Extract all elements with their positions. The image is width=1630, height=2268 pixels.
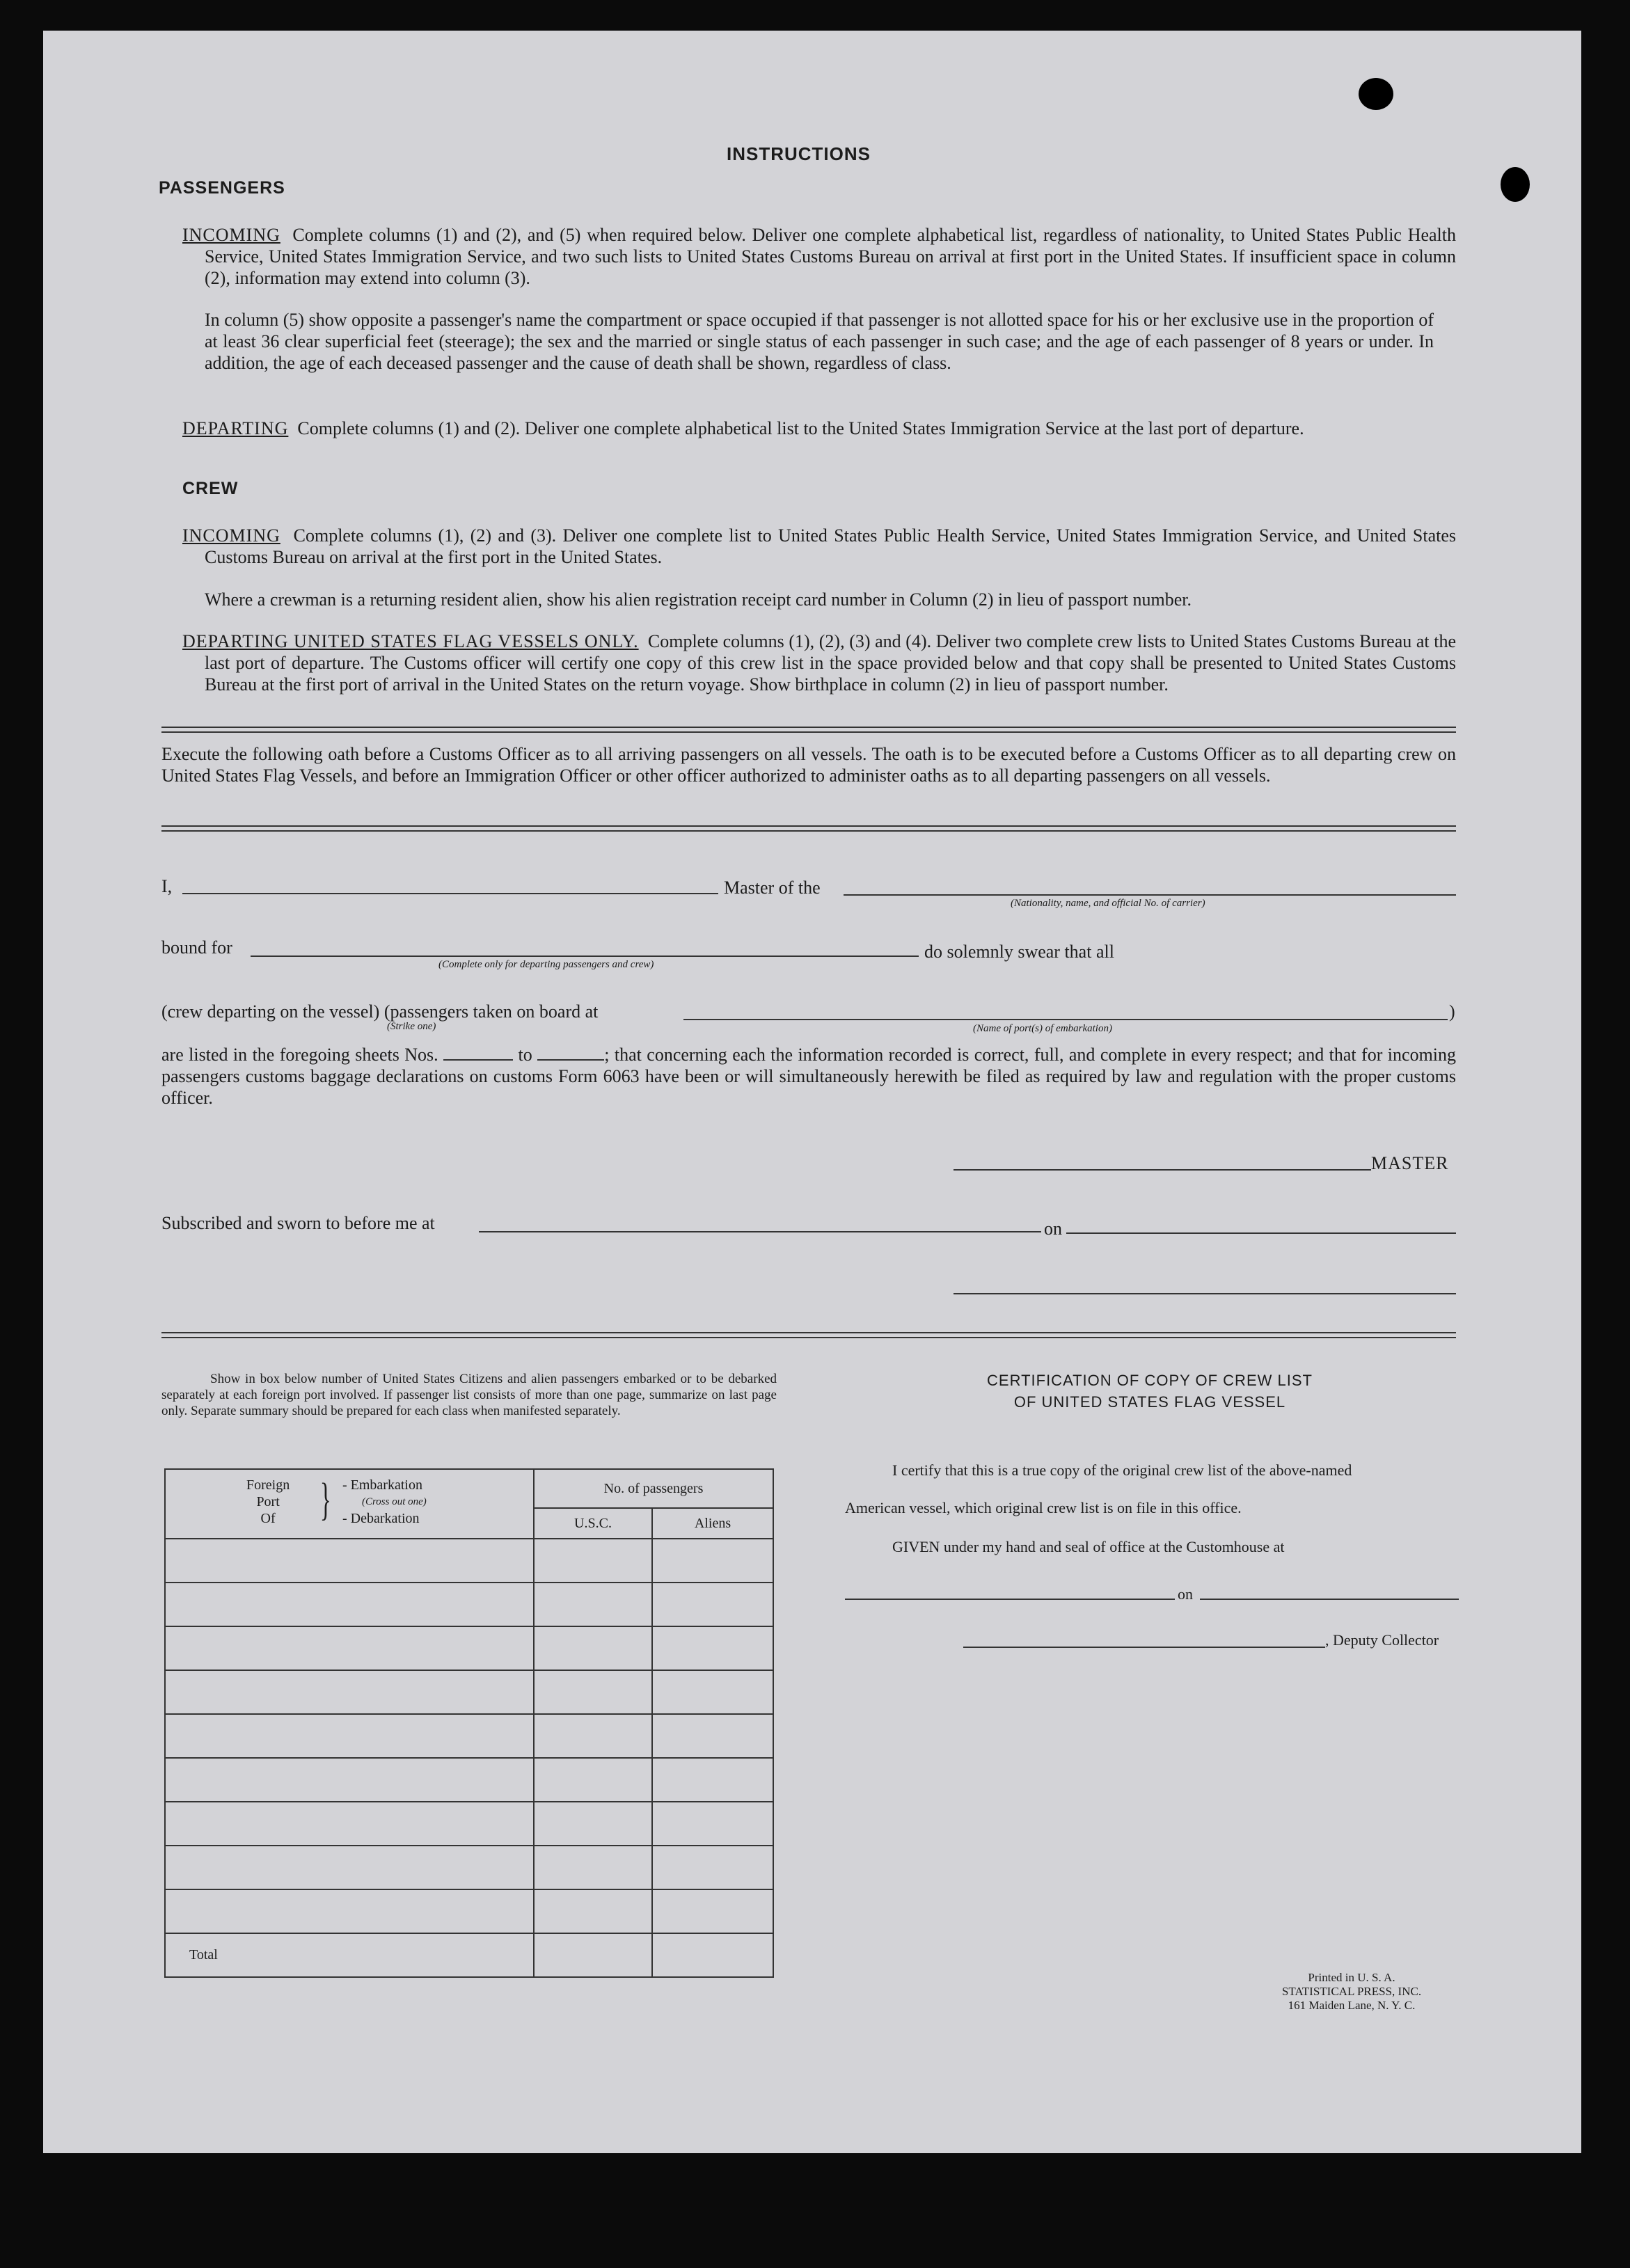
strike-one-caption: (Strike one) bbox=[387, 1021, 436, 1032]
port-cell[interactable] bbox=[165, 1714, 534, 1758]
bound-caption: (Complete only for departing passengers and crew) bbox=[438, 959, 654, 970]
cross-out-label: (Cross out one) bbox=[362, 1496, 427, 1507]
table-row bbox=[165, 1539, 773, 1583]
usc-cell[interactable] bbox=[534, 1802, 652, 1846]
no-of-passengers-header: No. of passengers bbox=[534, 1469, 773, 1508]
port-cell[interactable] bbox=[165, 1846, 534, 1889]
master-name-field[interactable] bbox=[182, 893, 718, 894]
certification-date-field[interactable] bbox=[1200, 1599, 1459, 1600]
bound-for-field[interactable] bbox=[251, 955, 919, 957]
passengers-incoming-text: Complete columns (1) and (2), and (5) when required below. Deliver one complete alphabetical list, regardless of nationality, to United States Public Health Service, United States Immigration Service, and two such lists to United States Customs Bureau on arrival at first port in the United States. If insufficient space in column (2), information may extend into column (3). bbox=[205, 225, 1457, 288]
divider-1 bbox=[161, 727, 1456, 733]
aliens-cell[interactable] bbox=[652, 1583, 773, 1626]
crew-departing-label: DEPARTING UNITED STATES FLAG VESSELS ONLY. bbox=[182, 631, 639, 651]
punch-hole-right bbox=[1501, 167, 1530, 202]
ports-field[interactable] bbox=[683, 1019, 1448, 1020]
aliens-cell[interactable] bbox=[652, 1846, 773, 1889]
aliens-cell[interactable] bbox=[652, 1758, 773, 1802]
passengers-incoming bbox=[182, 224, 1456, 289]
aliens-cell[interactable] bbox=[652, 1626, 773, 1670]
aliens-cell[interactable] bbox=[652, 1889, 773, 1933]
aliens-cell[interactable] bbox=[652, 1714, 773, 1758]
oath-master-of-the: Master of the bbox=[724, 878, 821, 898]
oath-intro-text: Execute the following oath before a Customs Officer as to all arriving passengers on all vessels. The oath is to be executed before a Customs Officer as to all departing crew on United States Flag Vessels, and before an Immigration Officer or other officer authorized to administer oaths as to all departing passengers on all vessels. bbox=[161, 744, 1456, 786]
crew-departing bbox=[182, 631, 1456, 695]
certification-line1: I certify that this is a true copy of the original crew list of the above-named bbox=[892, 1461, 1352, 1479]
usc-total-cell[interactable] bbox=[534, 1933, 652, 1977]
oath-swear: do solemnly swear that all bbox=[924, 942, 1114, 962]
crew-incoming-label: INCOMING bbox=[182, 525, 280, 546]
oath-crew-departing: (crew departing on the vessel) (passengers taken on board at bbox=[161, 1001, 599, 1022]
master-signature-field[interactable] bbox=[954, 1169, 1371, 1171]
correct-text: ; that concerning each the information recorded is correct, full, and complete in every respect; and that for incoming passengers customs baggage declarations on customs Form 6063 have been or will simultaneously herewith be filed as required by law and regulation with the proper customs officer. bbox=[161, 1045, 1457, 1108]
total-label: Total bbox=[165, 1933, 534, 1977]
port-cell[interactable] bbox=[165, 1583, 534, 1626]
passengers-departing bbox=[182, 418, 1456, 439]
crew-returning-text: Where a crewman is a returning resident alien, show his alien registration receipt card number in Column (2) in lieu of passport number. bbox=[205, 589, 1192, 610]
master-label: MASTER bbox=[1371, 1153, 1449, 1173]
page-title: INSTRUCTIONS bbox=[727, 143, 871, 164]
deputy-collector-label: , Deputy Collector bbox=[1325, 1631, 1439, 1649]
usc-cell[interactable] bbox=[534, 1846, 652, 1889]
brace-icon: } bbox=[319, 1474, 331, 1525]
certification-line2: American vessel, which original crew list is on file in this office. bbox=[845, 1499, 1242, 1516]
certification-title-line2: OF UNITED STATES FLAG VESSEL bbox=[1013, 1393, 1286, 1411]
of-label: Of bbox=[260, 1511, 276, 1526]
sheet-from-field[interactable] bbox=[443, 1045, 513, 1061]
usc-cell[interactable] bbox=[534, 1539, 652, 1583]
box-note bbox=[161, 1371, 777, 1419]
table-row bbox=[165, 1583, 773, 1626]
table-row bbox=[165, 1626, 773, 1670]
to-text: to bbox=[518, 1045, 532, 1065]
printer-line1: Printed in U. S. A. bbox=[1308, 1971, 1395, 1984]
deputy-signature-field[interactable] bbox=[963, 1647, 1325, 1648]
box-note-text: Show in box below number of United States Citizens and alien passengers embarked or to be debarked separately at each foreign port involved. If passenger list consists of more than one page, summarize on last page only. Separate summary should be prepared for each class when manifested separately. bbox=[161, 1372, 777, 1418]
divider-3 bbox=[161, 1332, 1456, 1338]
crew-departing-text: Complete columns (1), (2), (3) and (4). Deliver two complete crew lists to United States Customs Bureau at the last port of departure. The Customs officer will certify one copy of this crew list in the space provided below and that copy shall be presented to United States Customs Bureau at the first port of arrival in the United States on the return voyage. Show birthplace in column (2) in lieu of passport number. bbox=[205, 631, 1457, 695]
passengers-departing-label: DEPARTING bbox=[182, 418, 289, 438]
customhouse-field[interactable] bbox=[845, 1599, 1175, 1600]
oath-i: I, bbox=[161, 876, 173, 896]
aliens-cell[interactable] bbox=[652, 1670, 773, 1714]
embarkation-label: - Embarkation bbox=[342, 1477, 422, 1493]
passengers-heading: PASSENGERS bbox=[159, 178, 285, 198]
port-header-cell bbox=[165, 1469, 534, 1539]
carrier-caption: (Nationality, name, and official No. of carrier) bbox=[1011, 898, 1205, 909]
table-row bbox=[165, 1670, 773, 1714]
port-cell[interactable] bbox=[165, 1889, 534, 1933]
passengers-incoming-label: INCOMING bbox=[182, 225, 280, 245]
table-row bbox=[165, 1758, 773, 1802]
ports-caption: (Name of port(s) of embarkation) bbox=[973, 1023, 1112, 1034]
crew-heading: CREW bbox=[182, 479, 239, 498]
subscribed-text: Subscribed and sworn to before me at bbox=[161, 1213, 435, 1233]
subscribed-date-field[interactable] bbox=[1066, 1232, 1456, 1234]
passengers-departing-text: Complete columns (1) and (2). Deliver one complete alphabetical list to the United States Immigration Service at the last port of departure. bbox=[297, 418, 1304, 438]
close-paren: ) bbox=[1449, 1001, 1455, 1022]
total-row bbox=[165, 1933, 773, 1977]
carrier-field[interactable] bbox=[844, 894, 1456, 896]
passengers-column5 bbox=[205, 309, 1434, 374]
printer-line2: STATISTICAL PRESS, INC. bbox=[1281, 1985, 1422, 1998]
foreign-label: Foreign bbox=[246, 1477, 290, 1493]
aliens-cell[interactable] bbox=[652, 1802, 773, 1846]
port-label: Port bbox=[256, 1494, 280, 1509]
aliens-cell[interactable] bbox=[652, 1539, 773, 1583]
port-cell[interactable] bbox=[165, 1802, 534, 1846]
listed-in-text: are listed in the foregoing sheets Nos. bbox=[161, 1045, 438, 1065]
aliens-header: Aliens bbox=[652, 1508, 773, 1539]
port-cell[interactable] bbox=[165, 1626, 534, 1670]
usc-cell[interactable] bbox=[534, 1714, 652, 1758]
ports-table bbox=[164, 1468, 774, 1978]
divider-2 bbox=[161, 825, 1456, 832]
printer-imprint bbox=[1247, 1971, 1456, 2013]
table-row bbox=[165, 1802, 773, 1846]
subscribed-on: on bbox=[1044, 1219, 1062, 1239]
port-cell[interactable] bbox=[165, 1539, 534, 1583]
table-row bbox=[165, 1846, 773, 1889]
usc-cell[interactable] bbox=[534, 1758, 652, 1802]
table-row bbox=[165, 1889, 773, 1933]
aliens-total-cell[interactable] bbox=[652, 1933, 773, 1977]
port-cell[interactable] bbox=[165, 1670, 534, 1714]
punch-hole-top bbox=[1359, 78, 1393, 110]
crew-incoming bbox=[182, 525, 1456, 568]
table-row bbox=[165, 1714, 773, 1758]
officer-signature-field[interactable] bbox=[954, 1293, 1456, 1294]
usc-cell[interactable] bbox=[534, 1670, 652, 1714]
crew-returning bbox=[205, 589, 1434, 610]
crew-incoming-text: Complete columns (1), (2) and (3). Deliver one complete list to United States Public Health Service, United States Immigration Service, and United States Customs Bureau on arrival at the first port in the United States. bbox=[205, 525, 1456, 567]
sheet-to-field[interactable] bbox=[537, 1045, 604, 1061]
printer-line3: 161 Maiden Lane, N. Y. C. bbox=[1288, 1999, 1416, 2012]
usc-cell[interactable] bbox=[534, 1626, 652, 1670]
port-cell[interactable] bbox=[165, 1758, 534, 1802]
certification-on: on bbox=[1178, 1585, 1193, 1603]
certification-title bbox=[844, 1370, 1456, 1413]
passengers-column5-text: In column (5) show opposite a passenger's name the compartment or space occupied if that passenger is not allotted space for his or her exclusive use in the proportion of at least 36 clear superficial feet (steerage); the sex and the married or single status of each passenger in such case; and the age of each passenger of 8 years or under. In addition, the age of each deceased passenger and the cause of death shall be shown, regardless of class. bbox=[205, 310, 1434, 373]
usc-cell[interactable] bbox=[534, 1889, 652, 1933]
oath-intro bbox=[161, 743, 1456, 786]
subscribed-place-field[interactable] bbox=[479, 1231, 1041, 1232]
certification-title-line1: CERTIFICATION OF COPY OF CREW LIST bbox=[987, 1372, 1313, 1389]
usc-cell[interactable] bbox=[534, 1583, 652, 1626]
usc-header: U.S.C. bbox=[534, 1508, 652, 1539]
oath-listed bbox=[161, 1044, 1456, 1109]
oath-bound-for: bound for bbox=[161, 937, 232, 958]
certification-line3: GIVEN under my hand and seal of office at the Customhouse at bbox=[892, 1538, 1285, 1555]
debarkation-label: - Debarkation bbox=[342, 1511, 420, 1526]
